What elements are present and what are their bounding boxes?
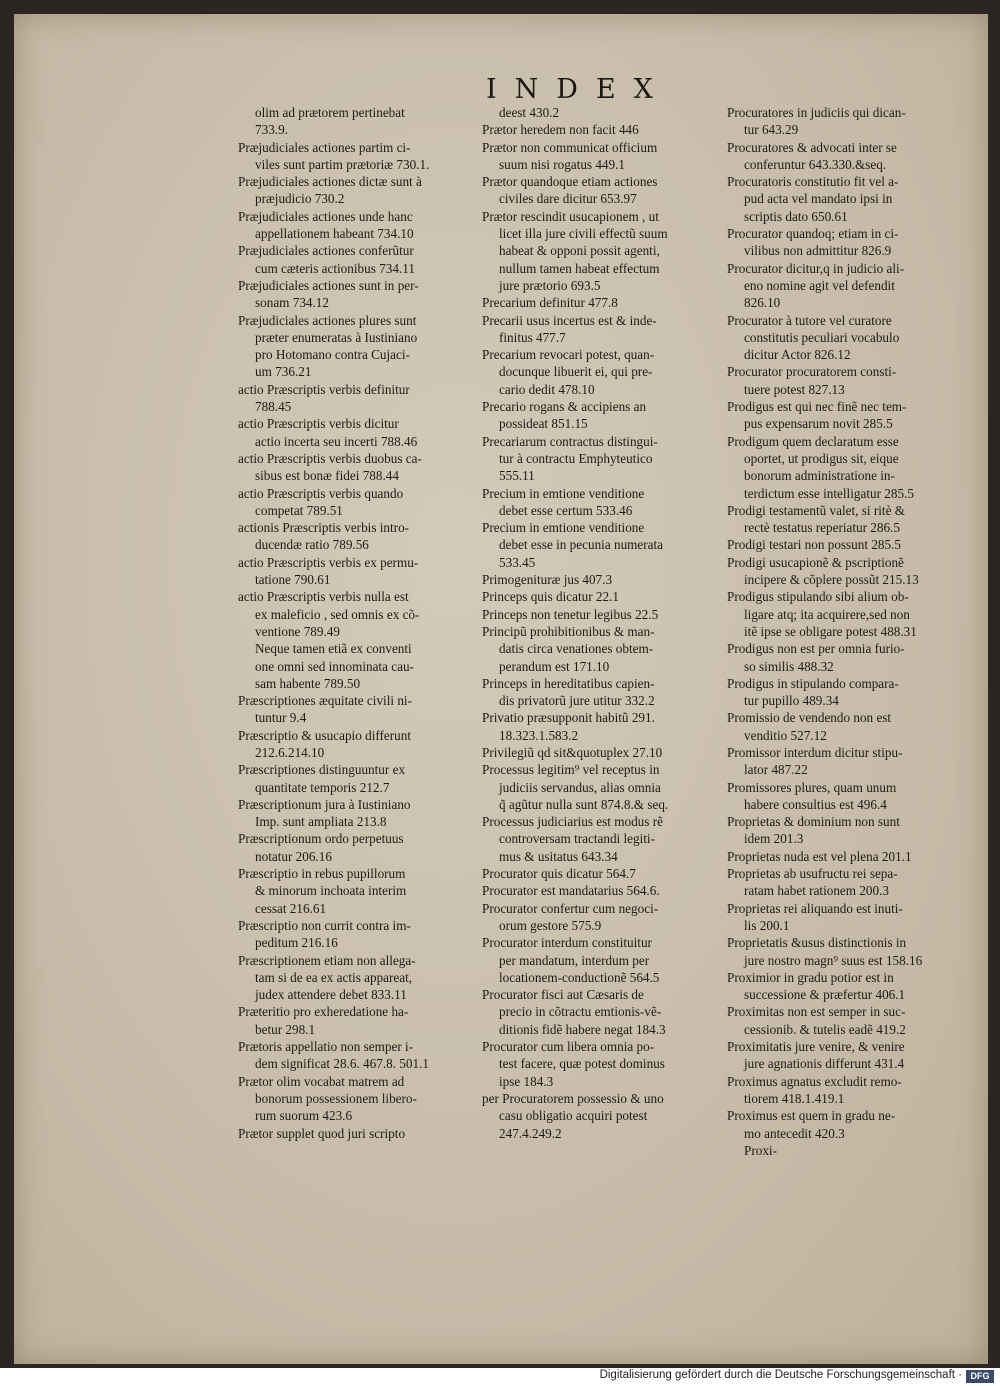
index-line: actio Præscriptis verbis dicitur: [238, 416, 399, 432]
index-line: perandum est 171.10: [499, 658, 610, 674]
index-line: debet esse in pecunia numerata: [499, 537, 664, 553]
index-line: datis circa venationes obtem-: [499, 641, 654, 657]
index-line: Procurator cum libera omnia po-: [482, 1039, 655, 1055]
index-line: per Procuratorem possessio & uno: [482, 1090, 664, 1106]
index-line: scriptis dato 650.61: [744, 208, 848, 224]
index-line: Procurator est mandatarius 564.6.: [482, 883, 660, 899]
index-line: Præteritio pro exheredatione ha-: [238, 1004, 409, 1020]
index-line: successione & præfertur 406.1: [744, 987, 906, 1003]
index-line: tur pupillo 489.34: [744, 693, 839, 709]
index-line: per mandatum, interdum per: [499, 952, 650, 968]
index-line: lator 487.22: [744, 762, 808, 778]
index-line: test facere, quæ potest dominus: [499, 1056, 665, 1072]
index-line: mus & usitatus 643.34: [499, 848, 618, 864]
index-line: Precario rogans & accipiens an: [482, 399, 647, 415]
index-line: actio Præscriptis verbis duobus ca-: [238, 450, 422, 466]
index-line: pus expensarum novit 285.5: [744, 416, 893, 432]
index-line: competat 789.51: [255, 502, 343, 518]
index-line: betur 298.1: [255, 1021, 316, 1037]
index-line: Proprietatis &usus distinctionis in: [727, 935, 907, 951]
index-line: docunque libuerit ei, qui pre-: [499, 364, 653, 380]
index-line: sonam 734.12: [255, 295, 329, 311]
index-line: 212.6.214.10: [255, 744, 325, 760]
index-line: Processus legitim⁹ vel receptus in: [482, 762, 660, 778]
index-line: um 736.21: [255, 364, 312, 380]
index-line: lis 200.1: [744, 917, 790, 933]
index-line: constitutis peculiari vocabulo: [744, 329, 900, 345]
index-line: Promissores plures, quam unum: [727, 779, 897, 795]
footer-credit: Digitalisierung gefördert durch die Deutsche Forschungsgemeinschaft ·: [599, 1369, 962, 1381]
index-line: Prodigus in stipulando compara-: [727, 675, 899, 691]
index-line: cum cæteris actionibus 734.11: [255, 260, 415, 276]
index-column-1: [238, 104, 478, 1142]
index-line: Princeps quis dicatur 22.1: [482, 589, 619, 605]
index-line: Prodigus est qui nec finẽ nec tem-: [727, 399, 907, 415]
index-line: tur à contractu Emphyteutico: [499, 450, 653, 466]
index-line: Procurator interdum constituitur: [482, 935, 652, 951]
index-line: oportet, ut prodigus sit, eique: [744, 450, 899, 466]
index-line: notatur 206.16: [255, 848, 332, 864]
index-line: finitus 477.7: [499, 329, 566, 345]
index-line: Præjudiciales actiones dictæ sunt à: [238, 174, 422, 190]
index-line: quantitate temporis 212.7: [255, 779, 390, 795]
index-line: tatione 790.61: [255, 572, 331, 588]
index-line: Præscriptio & usucapio differunt: [238, 727, 412, 743]
index-line: Proprietas nuda est vel plena 201.1: [727, 848, 912, 864]
index-line: tam si de ea ex actis appareat,: [255, 969, 413, 985]
index-line: 555.11: [499, 468, 535, 484]
index-line: possideat 851.15: [499, 416, 588, 432]
index-line: rectè testatus reperiatur 286.5: [744, 520, 900, 536]
index-line: Prætoris appellatio non semper i-: [238, 1039, 414, 1055]
index-line: conferuntur 643.330.&seq.: [744, 156, 887, 172]
index-line: Prodigi testamentũ valet, si ritè &: [727, 502, 905, 518]
index-line: Procuratoris constitutio fit vel a-: [727, 174, 899, 190]
index-line: vilibus non admittitur 826.9: [744, 243, 892, 259]
index-line: Privatio præsupponit habitũ 291.: [482, 710, 655, 726]
index-line: Præscriptiones distinguuntur ex: [238, 762, 406, 778]
index-line: pro Hotomano contra Cujaci-: [255, 347, 410, 363]
index-line: Precium in emtione venditione: [482, 520, 645, 536]
index-line: suum nisi rogatus 449.1: [499, 156, 626, 172]
index-line: ducendæ ratio 789.56: [255, 537, 369, 553]
index-line: 733.9.: [255, 122, 288, 138]
index-line: Procurator confertur cum negoci-: [482, 900, 659, 916]
index-line: Procurator quandoq; etiam in ci-: [727, 226, 899, 242]
index-column-2: [482, 104, 722, 1142]
index-line: Prodigum quem declaratum esse: [727, 433, 899, 449]
index-line: locationem-conductionẽ 564.5: [499, 969, 660, 985]
index-line: Procurator à tutore vel curatore: [727, 312, 892, 328]
index-line: judex attendere debet 833.11: [255, 987, 407, 1003]
index-line: Præjudiciales actiones unde hanc: [238, 208, 413, 224]
index-line: Prætor heredem non facit 446: [482, 122, 639, 138]
index-column-3: [727, 104, 965, 1159]
index-line: civiles dare dicitur 653.97: [499, 191, 637, 207]
index-line: Prodigi testari non possunt 285.5: [727, 537, 902, 553]
index-line: Prætor olim vocabat matrem ad: [238, 1073, 405, 1089]
index-line: Imp. sunt ampliata 213.8: [255, 814, 387, 830]
index-line: Proximus agnatus excludit remo-: [727, 1073, 902, 1089]
index-line: sam habente 789.50: [255, 675, 361, 691]
index-line: Precarii usus incertus est & inde-: [482, 312, 657, 328]
index-line: jure agnationis differunt 431.4: [744, 1056, 905, 1072]
index-line: Principũ prohibitionibus & man-: [482, 623, 655, 639]
index-line: dis privatorũ jure utitur 332.2: [499, 693, 655, 709]
index-line: Prætor quandoque etiam actiones: [482, 174, 658, 190]
index-line: terdictum esse intelligatur 285.5: [744, 485, 914, 501]
index-line: tuntur 9.4: [255, 710, 307, 726]
index-line: orum gestore 575.9: [499, 917, 602, 933]
index-line: Proprietas ab usufructu rei sepa-: [727, 866, 898, 882]
index-line: Procurator quis dicatur 564.7: [482, 866, 636, 882]
index-line: Procurator procuratorem consti-: [727, 364, 897, 380]
index-line: actio Præscriptis verbis quando: [238, 485, 404, 501]
index-line: Proximitatis jure venire, & venire: [727, 1039, 905, 1055]
index-line: actio Præscriptis verbis ex permu-: [238, 554, 419, 570]
index-line: Primogenituræ jus 407.3: [482, 572, 613, 588]
index-line: Precarium revocari potest, quan-: [482, 347, 655, 363]
index-line: nullum tamen habeat effectum: [499, 260, 660, 276]
index-line: Prodigus non est per omnia furio-: [727, 641, 905, 657]
index-line: Procurator fisci aut Cæsaris de: [482, 987, 644, 1003]
index-line: ex maleficio , sed omnis ex cõ-: [255, 606, 420, 622]
index-line: Præscriptio in rebus pupillorum: [238, 866, 406, 882]
index-line: deest 430.2: [499, 105, 560, 120]
index-line: Proximitas non est semper in suc-: [727, 1004, 906, 1020]
index-line: Procuratores in judiciis qui dican-: [727, 105, 906, 120]
index-line: Præscriptionem etiam non allega-: [238, 952, 416, 968]
index-line: Præjudiciales actiones plures sunt: [238, 312, 417, 328]
index-line: Prodigi usucapionẽ & pscriptionẽ: [727, 554, 904, 570]
index-line: præter enumeratas à Iustiniano: [255, 329, 418, 345]
index-line: bonorum administratione in-: [744, 468, 895, 484]
index-line: Procurator dicitur,q in judicio ali-: [727, 260, 905, 276]
index-line: habeat & opponi possit agenti,: [499, 243, 660, 259]
index-line: Præscriptio non currit contra im-: [238, 917, 411, 933]
index-line: idem 201.3: [744, 831, 804, 847]
index-line: Precarium definitur 477.8: [482, 295, 618, 311]
index-line: ipse 184.3: [499, 1073, 554, 1089]
index-line: peditum 216.16: [255, 935, 338, 951]
index-line: cessionib. & tutelis eadẽ 419.2: [744, 1021, 906, 1037]
index-line: rum suorum 423.6: [255, 1108, 353, 1124]
index-line: tiorem 418.1.419.1: [744, 1090, 845, 1106]
index-line: Neque tamen etiã ex conventi: [255, 641, 412, 657]
index-line: pud acta vel mandato ipsi in: [744, 191, 893, 207]
index-line: Precariarum contractus distingui-: [482, 433, 658, 449]
dfg-logo: DFG: [966, 1370, 994, 1383]
index-line: Proximior in gradu potior est in: [727, 969, 894, 985]
index-line: sibus est bonæ fidei 788.44: [255, 468, 399, 484]
index-line: jure prætorio 693.5: [499, 277, 601, 293]
index-line: 18.323.1.583.2: [499, 727, 579, 743]
index-line: Princeps non tenetur legibus 22.5: [482, 606, 659, 622]
index-line: casu obligatio acquiri potest: [499, 1108, 648, 1124]
index-line: Præscriptiones æquitate civili ni-: [238, 693, 412, 709]
page-header: INDEX: [486, 74, 671, 105]
index-line: ventione 789.49: [255, 623, 340, 639]
index-line: cario dedit 478.10: [499, 381, 595, 397]
index-line: controversam tractandi legiti-: [499, 831, 655, 847]
index-line: bonorum possessionem libero-: [255, 1090, 417, 1106]
index-line: Procuratores & advocati inter se: [727, 139, 897, 155]
index-line: Proprietas rei aliquando est inuti-: [727, 900, 903, 916]
index-line: appellationem habeant 734.10: [255, 226, 414, 242]
index-line: Prætor non communicat officium: [482, 139, 658, 155]
index-line: cessat 216.61: [255, 900, 327, 916]
index-line: Prætor rescindit usucapionem , ut: [482, 208, 659, 224]
index-line: mo antecedit 420.3: [744, 1125, 845, 1141]
index-line: actio incerta seu incerti 788.46: [255, 433, 418, 449]
index-line: Præscriptionum ordo perpetuus: [238, 831, 404, 847]
index-line: ratam habet rationem 200.3: [744, 883, 890, 899]
index-line: & minorum inchoata interim: [255, 883, 407, 899]
index-line: 788.45: [255, 399, 292, 415]
index-line: venditio 527.12: [744, 727, 827, 743]
index-line: eno nomine agit vel defendit: [744, 277, 895, 293]
index-line: Princeps in hereditatibus capien-: [482, 675, 655, 691]
index-line: 247.4.249.2: [499, 1125, 562, 1141]
index-line: jure nostro magn⁹ suus est 158.16: [744, 952, 923, 968]
index-line: incipere & cõplere possũt 215.13: [744, 572, 919, 588]
index-line: q̃ agũtur nulla sunt 874.8.& seq.: [499, 796, 669, 812]
index-line: actio Præscriptis verbis nulla est: [238, 589, 409, 605]
index-line: Præjudiciales actiones sunt in per-: [238, 277, 419, 293]
index-line: ditionis fidẽ habere negat 184.3: [499, 1021, 666, 1037]
index-line: Promissor interdum dicitur stipu-: [727, 744, 903, 760]
index-line: precio in cõtractu emtionis-vẽ-: [499, 1004, 662, 1020]
index-line: viles sunt partim prætoriæ 730.1.: [255, 156, 430, 172]
index-line: judiciis servandus, alias omnia: [499, 779, 661, 795]
index-line: so similis 488.32: [744, 658, 834, 674]
index-line: Promissio de vendendo non est: [727, 710, 892, 726]
index-line: Præjudiciales actiones partim ci-: [238, 139, 411, 155]
index-line: Privilegiũ qd sit&quotuplex 27.10: [482, 744, 663, 760]
index-line: præjudicio 730.2: [255, 191, 345, 207]
index-line: 533.45: [499, 554, 536, 570]
index-line: dicitur Actor 826.12: [744, 347, 851, 363]
index-line: Proxi-: [744, 1142, 777, 1158]
footer-bar: [0, 1368, 1000, 1386]
index-line: debet esse certum 533.46: [499, 502, 633, 518]
index-line: Proximus est quem in gradu ne-: [727, 1108, 896, 1124]
index-line: Præjudiciales actiones conferũtur: [238, 243, 414, 259]
index-line: one omni sed innominata cau-: [255, 658, 414, 674]
index-line: ligare atq; ita acquirere,sed non: [744, 606, 910, 622]
index-line: Precium in emtione venditione: [482, 485, 645, 501]
index-line: itẽ ipse se obligare potest 488.31: [744, 623, 917, 639]
index-line: Prætor supplet quod juri scripto: [238, 1125, 406, 1141]
index-line: Proprietas & dominium non sunt: [727, 814, 900, 830]
index-line: tur 643.29: [744, 122, 799, 138]
index-line: Præscriptionum jura à Iustiniano: [238, 796, 411, 812]
index-line: habere consultius est 496.4: [744, 796, 887, 812]
index-line: Processus judiciarius est modus rẽ: [482, 814, 663, 830]
index-line: dem significat 28.6. 467.8. 501.1: [255, 1056, 429, 1072]
index-line: Prodigus stipulando sibi alium ob-: [727, 589, 909, 605]
index-line: actio Præscriptis verbis definitur: [238, 381, 410, 397]
index-line: actionis Præscriptis verbis intro-: [238, 520, 410, 536]
index-line: olim ad prætorem pertinebat: [255, 105, 405, 120]
index-line: licet illa jure civili effectũ suum: [499, 226, 668, 242]
index-line: tuere potest 827.13: [744, 381, 845, 397]
index-line: 826.10: [744, 295, 781, 311]
